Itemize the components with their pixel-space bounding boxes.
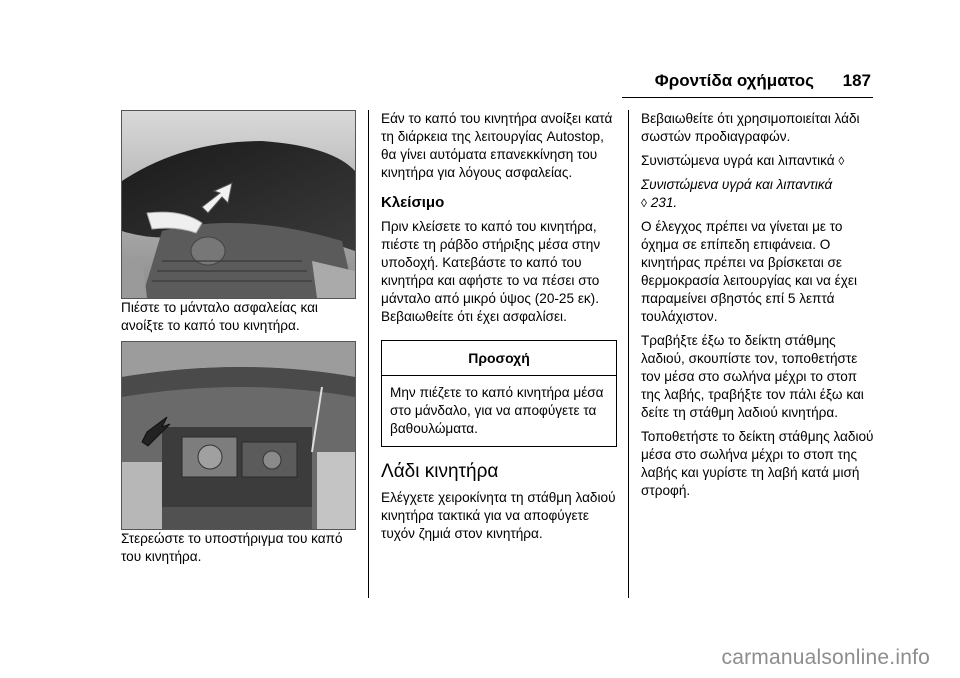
hood-prop-photo (121, 341, 356, 530)
crossref-title[interactable]: Συνιστώμενα υγρά και λιπαντικά (641, 177, 833, 192)
level-check-conditions: Ο έλεγχος πρέπει να γίνεται με το όχημα σε επίπεδη επιφάνεια. Ο κινητήρας πρέπει να βρίσκεται σε θερμοκρασία λειτουργίας και να έχει παραμείνει σβηστός επί 5 λεπτά τουλάχιστον. (641, 219, 857, 324)
closing-heading: Κλείσιμο (381, 194, 445, 211)
crossref-page[interactable]: 231 (650, 195, 674, 210)
dipstick-procedure: Τραβήξτε έξω το δείκτη στάθμης λαδιού, σκουπίστε τον, τοποθετήστε τον μέσα στο σωλήνα μέχρι το στοπ της λαβής, τραβήξτε τον πάλι έξω και δείτε τη στάθμη λαδιού κινητήρα. (641, 333, 864, 420)
hood-prop-illustration (122, 342, 355, 529)
oil-spec-paragraph: Βεβαιωθείτε ότι χρησιμοποιείται λάδι σωστών προδιαγραφών. (641, 111, 860, 144)
caption-prop-rod: Στερεώστε το υποστήριγμα του καπό του κινητήρα. (121, 531, 343, 564)
column-3 (641, 110, 878, 506)
hood-latch-photo (121, 110, 356, 299)
column-1 (121, 110, 356, 572)
dipstick-reinsert: Τοποθετήστε το δείκτη στάθμης λαδιού μέσα στο σωλήνα μέχρι το στοπ της λαβής και γυρίστε τη λαβή κατά μισή στροφή. (641, 429, 874, 498)
engine-oil-heading: Λάδι κινητήρα (381, 461, 499, 482)
reference-arrow-icon: ◊ (838, 154, 845, 168)
fluids-reference (641, 152, 878, 170)
caution-box (381, 340, 617, 447)
autostop-paragraph: Εάν το καπό του κινητήρα ανοίξει κατά τη διάρκεια της λειτουργίας Autostop, θα γίνει αυτόματα επανεκκίνηση του κινητήρα για λόγους ασφαλείας. (381, 111, 613, 180)
crossref-arrow-icon: ◊ (641, 196, 647, 210)
header-rule (622, 97, 873, 98)
page-number: 187 (842, 71, 871, 90)
column-2 (381, 110, 617, 549)
page-header-title: Φροντίδα οχήματος (654, 71, 814, 90)
engine-oil-paragraph: Ελέγχετε χειροκίνητα τη στάθμη λαδιού κινητήρα τακτικά για να αποφύγετε τυχόν ζημιά στον κινητήρα. (381, 490, 616, 541)
caution-title: Προσοχή (382, 341, 616, 376)
watermark: carmanualsonline.info (721, 646, 930, 669)
fluids-reference-text: Συνιστώμενα υγρά και λιπαντικά (641, 153, 835, 168)
fluids-crossref[interactable]: Συνιστώμενα υγρά και λιπαντικά ◊ 231. (641, 177, 833, 210)
caution-text: Μην πιέζετε το καπό κινητήρα μέσα στο μάνδαλο, για να αποφύγετε τα βαθουλώματα. (390, 385, 604, 436)
closing-paragraph: Πριν κλείσετε το καπό του κινητήρα, πιέστε τη ράβδο στήριξης μέσα στην υποδοχή. Κατεβάστε το καπό του κινητήρα και αφήστε το να πέσει στο μάνταλο από μικρό ύψος (20-25 εκ). Βεβαιωθείτε ότι έχει ασφαλίσει. (381, 219, 601, 324)
column-divider-1 (368, 110, 369, 598)
column-divider-2 (628, 110, 629, 598)
hood-latch-illustration (122, 111, 355, 298)
caption-open-hood: Πιέστε το μάνταλο ασφαλείας και ανοίξτε το καπό του κινητήρα. (121, 300, 318, 333)
